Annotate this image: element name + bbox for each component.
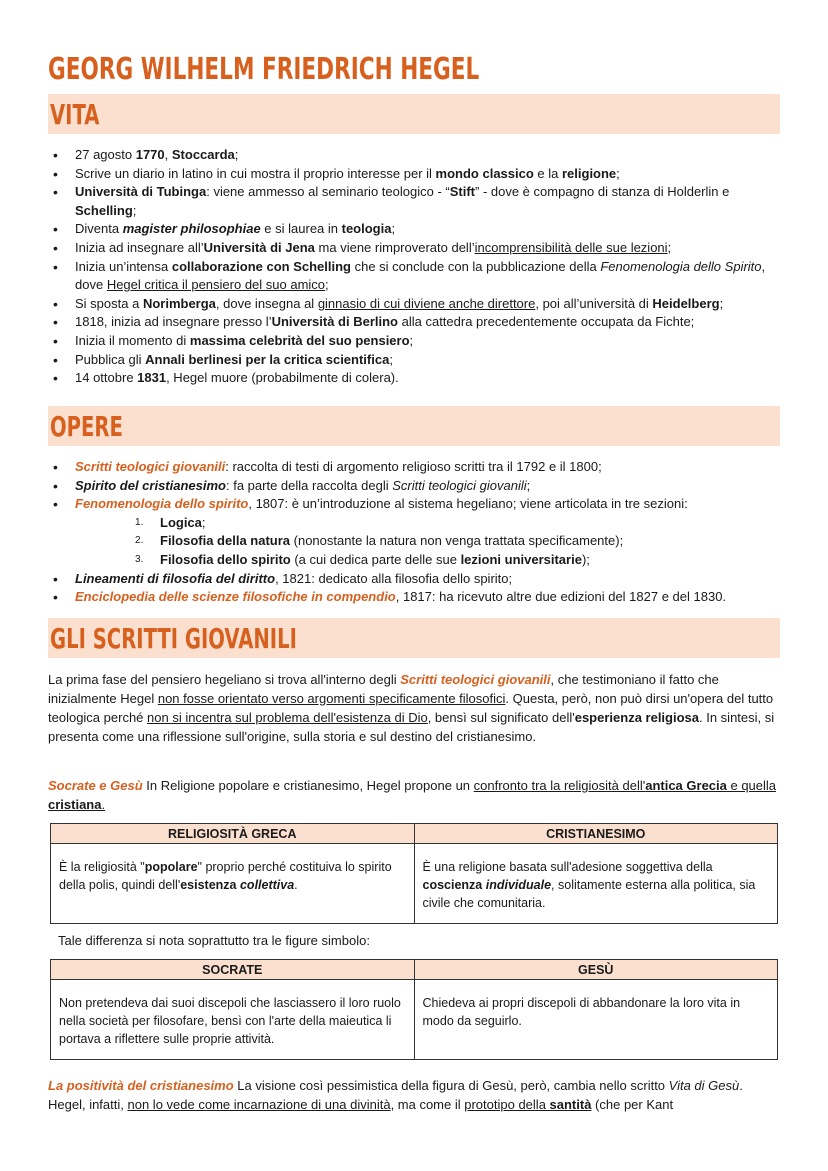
table-cell: È una religione basata sull'adesione soggettiva della coscienza individuale, solitamente esterna alla politica, sia civile che comunitaria. [414,844,778,924]
list-item: Filosofia della natura (nonostante la natura non venga trattata specificamente); [160,533,624,549]
list-item: • Inizia ad insegnare all’Università di Jena ma viene rimproverato dell’incomprensibilità delle sue lezioni; [48,239,783,258]
paragraph-intro: La prima fase del pensiero hegeliano si trova all'interno degli Scritti teologici giovanili, che testimoniano il fatto che inizialmente Hegel non fosse orientato verso argomenti specificamente filosofici. Questa, però, non può dirsi un'opera del tutto teologica perché non si incentra sul problema dell'esistenza di Dio, bensì sul significato dell'esperienza religiosa. In sintesi, si presenta come una riflessione sull'origine, sulla storia e sul destino del cristianesimo. [48,672,775,744]
table-cell: Non pretendeva dai suoi discepoli che lasciassero il loro ruolo nella società per filosofare, bensì con l'arte della maieutica li portava a riflettere sulle proprie attività. [51,980,415,1060]
list-item: • 14 ottobre 1831, Hegel muore (probabilmente di colera). [48,369,783,388]
list-item: • Lineamenti di filosofia del diritto, 1821: dedicato alla filosofia dello spirito; [48,570,783,589]
list-item: • Fenomenologia dello spirito, 1807: è un’introduzione al sistema hegeliano; viene articolata in tre sezioni: Logica; Filosofia della natura (nonostante la natura non venga trattata specificamente); Filosofia dello spirito (a cui dedica parte delle sue lezioni universitarie); [48,495,783,569]
table-cell: Chiedeva ai propri discepoli di abbandonare la loro vita in modo da seguirlo. [414,980,778,1060]
table-header: GESÙ [414,960,778,980]
comparison-table-figures [50,959,778,1060]
list-item: • Si sposta a Norimberga, dove insegna al ginnasio di cui diviene anche direttore, poi all’università di Heidelberg; [48,295,783,314]
section-title-opere: OPERE [50,410,123,443]
list-item: • 27 agosto 1770, Stoccarda; [48,146,783,165]
list-item: • Scrive un diario in latino in cui mostra il proprio interesse per il mondo classico e la religione; [48,165,783,184]
vita-list [48,146,783,388]
paragraph-positivita: La positività del cristianesimo La visione così pessimistica della figura di Gesù, però, cambia nello scritto Vita di Gesù. Hegel, infatti, non lo vede come incarnazione di una divinità, ma come il prototipo della santità (che per Kant [48,1078,743,1112]
opere-sections-list [75,514,783,570]
section-header-vita [48,94,780,134]
list-item: • Scritti teologici giovanili: raccolta di testi di argomento religioso scritti tra il 1792 e il 1800; [48,458,783,477]
section-header-opere [48,406,780,446]
table-cell: È la religiosità "popolare" proprio perché costituiva lo spirito della polis, quindi dell'esistenza collettiva. [51,844,415,924]
list-item: Filosofia dello spirito (a cui dedica parte delle sue lezioni universitarie); [160,551,590,567]
list-item: • 1818, inizia ad insegnare presso l’Università di Berlino alla cattedra precedentemente occupata da Fichte; [48,313,783,332]
section-title-vita: VITA [50,98,100,131]
section-title-giovanili: GLI SCRITTI GIOVANILI [50,622,297,655]
list-item: • Inizia un’intensa collaborazione con Schelling che si conclude con la pubblicazione della Fenomenologia dello Spirito, dove Hegel critica il pensiero del suo amico; [48,258,783,295]
list-item: • Spirito del cristianesimo: fa parte della raccolta degli Scritti teologici giovanili; [48,477,783,496]
paragraph-figure-simbolo: Tale differenza si nota soprattutto tra le figure simbolo: [58,933,370,948]
table-header: CRISTIANESIMO [414,824,778,844]
comparison-table-religions [50,823,778,924]
table-header: RELIGIOSITÀ GRECA [51,824,415,844]
table-header: SOCRATE [51,960,415,980]
paragraph-socrate-gesu: Socrate e Gesù In Religione popolare e cristianesimo, Hegel propone un confronto tra la religiosità dell'antica Grecia e quella cristiana. [48,778,777,812]
list-item: • Inizia il momento di massima celebrità del suo pensiero; [48,332,783,351]
list-item: • Pubblica gli Annali berlinesi per la critica scientifica; [48,351,783,370]
opere-list [48,458,783,607]
list-item: • Enciclopedia delle scienze filosofiche in compendio, 1817: ha ricevuto altre due edizioni del 1827 e del 1830. [48,588,783,607]
list-item: • Università di Tubinga: viene ammesso al seminario teologico - “Stift” - dove è compagno di stanza di Holderlin e Schelling; [48,183,783,220]
list-item: Logica; [160,514,206,530]
section-header-giovanili [48,618,780,658]
page-title: GEORG WILHELM FRIEDRICH HEGEL [48,52,480,87]
list-item: • Diventa magister philosophiae e si laurea in teologia; [48,220,783,239]
